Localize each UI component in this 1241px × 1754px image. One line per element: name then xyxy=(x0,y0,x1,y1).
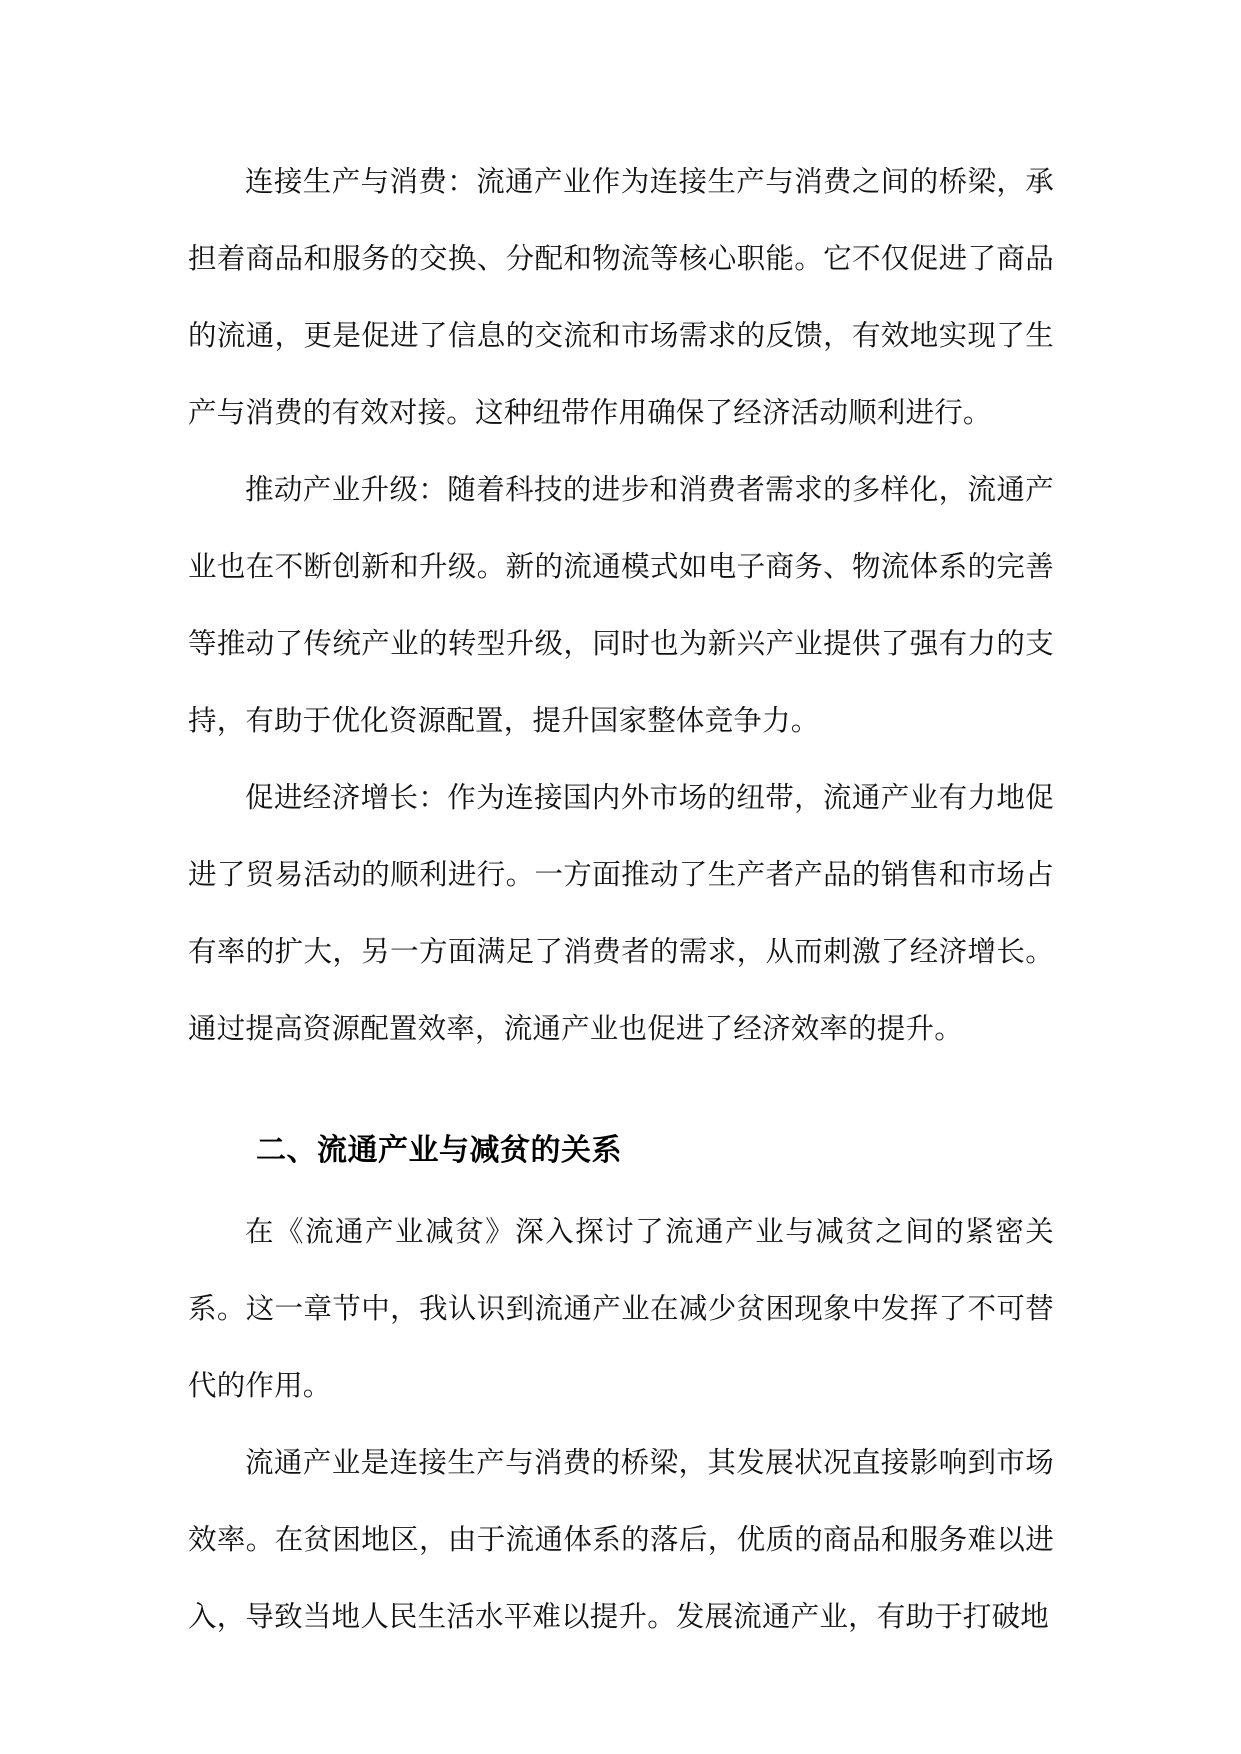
document-body xyxy=(188,143,1054,1655)
paragraph-connect-production-consumption: 连接生产与消费：流通产业作为连接生产与消费之间的桥梁，承担着商品和服务的交换、分配和物流等核心职能。它不仅促进了商品的流通，更是促进了信息的交流和市场需求的反馈，有效地实现了生产与消费的有效对接。这种纽带作用确保了经济活动顺利进行。 xyxy=(188,165,1054,429)
paragraph-economic-growth: 促进经济增长：作为连接国内外市场的纽带，流通产业有力地促进了贸易活动的顺利进行。一方面推动了生产者产品的销售和市场占有率的扩大，另一方面满足了消费者的需求，从而刺激了经济增长。通过提高资源配置效率，流通产业也促进了经济效率的提升。 xyxy=(188,781,1054,1045)
paragraph-industry-upgrade: 推动产业升级：随着科技的进步和消费者需求的多样化，流通产业也在不断创新和升级。新的流通模式如电子商务、物流体系的完善等推动了传统产业的转型升级，同时也为新兴产业提供了强有力的支持，有助于优化资源配置，提升国家整体竞争力。 xyxy=(188,473,1054,737)
section-heading: 二、流通产业与减贫的关系 xyxy=(256,1133,622,1168)
paragraph-poverty-relation-intro: 在《流通产业减贫》深入探讨了流通产业与减贫之间的紧密关系。这一章节中，我认识到流通产业在减少贫困现象中发挥了不可替代的作用。 xyxy=(188,1215,1054,1402)
paragraph-bridge-market-efficiency: 流通产业是连接生产与消费的桥梁，其发展状况直接影响到市场效率。在贫困地区，由于流通体系的落后，优质的商品和服务难以进入，导致当地人民生活水平难以提升。发展流通产业，有助于打破地 xyxy=(188,1446,1054,1633)
